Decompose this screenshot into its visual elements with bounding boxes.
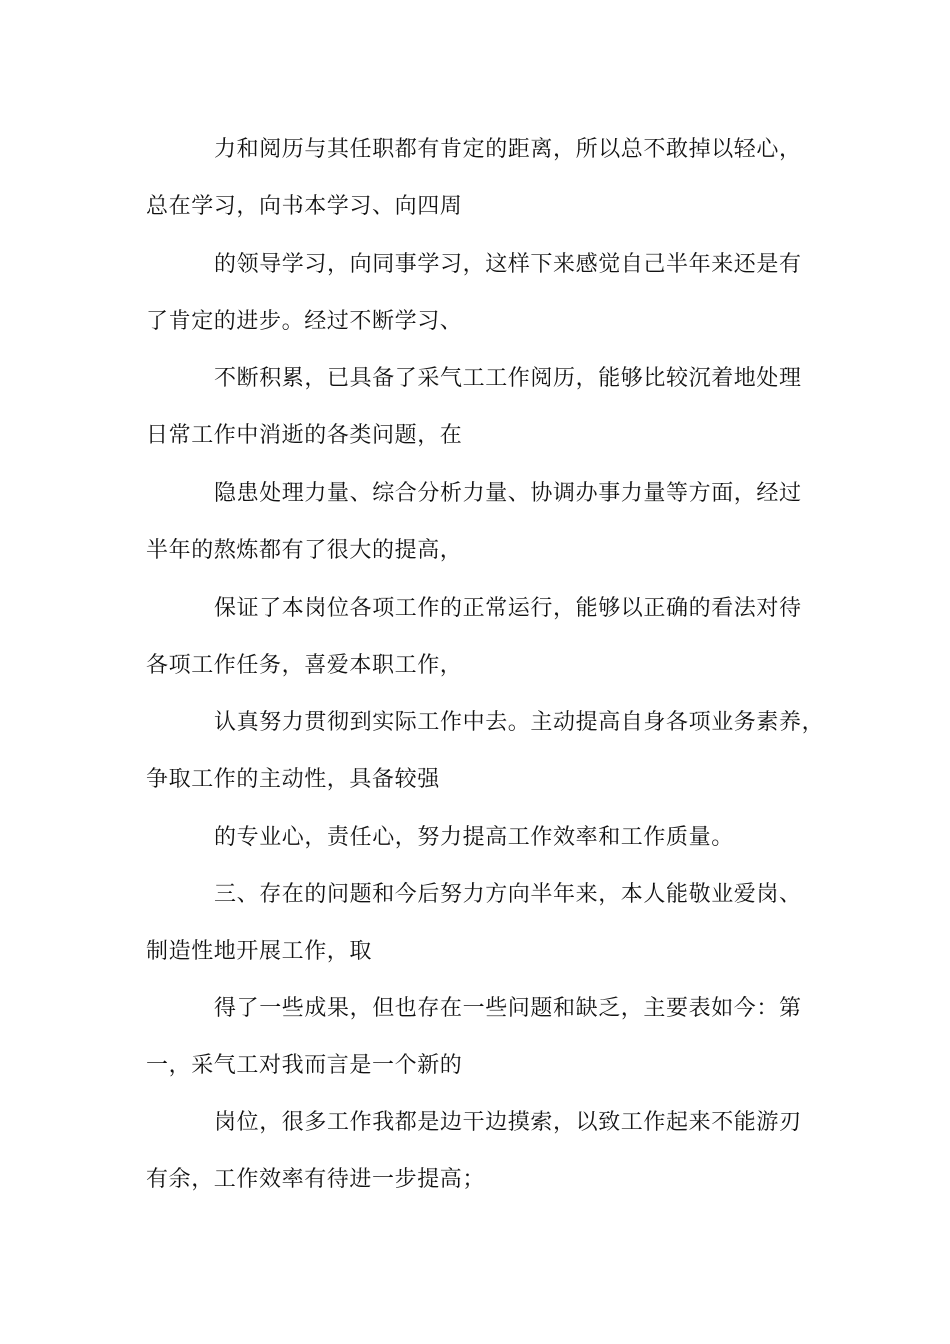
paragraph-10-line-2: 有余，工作效率有待进一步提高； (146, 1167, 486, 1192)
paragraph-1-line-1: 力和阅历与其任职都有肯定的距离，所以总不敢掉以轻心， (214, 137, 802, 162)
paragraph-8 (146, 880, 846, 967)
paragraph-6 (146, 708, 846, 795)
paragraph-4 (146, 479, 846, 566)
paragraph-9 (146, 994, 846, 1081)
paragraph-5 (146, 594, 846, 681)
paragraph-8-line-2: 制造性地开展工作，取 (146, 939, 373, 964)
paragraph-10-line-1: 岗位，很多工作我都是边干边摸索，以致工作起来不能游刃 (214, 1110, 802, 1135)
paragraph-4-line-1: 隐患处理力量、综合分析力量、协调办事力量等方面，经过 (214, 481, 802, 506)
paragraph-9-line-2: 一，采气工对我而言是一个新的 (146, 1053, 463, 1078)
paragraph-8-line-1: 三、存在的问题和今后努力方向半年来，本人能敬业爱岗、 (214, 882, 802, 907)
paragraph-9-line-1: 得了一些成果，但也存在一些问题和缺乏，主要表如今：第 (214, 996, 802, 1021)
paragraph-7 (146, 823, 846, 853)
paragraph-3-line-1: 不断积累，已具备了采气工工作阅历，能够比较沉着地处理 (214, 366, 802, 391)
paragraph-5-line-2: 各项工作任务，喜爱本职工作， (146, 653, 463, 678)
paragraph-2-line-2: 了肯定的进步。经过不断学习、 (146, 309, 463, 334)
paragraph-3-line-2: 日常工作中消逝的各类问题，在 (146, 423, 463, 448)
paragraph-10 (146, 1108, 846, 1195)
paragraph-6-line-2: 争取工作的主动性，具备较强 (146, 767, 440, 792)
paragraph-6-line-1: 认真努力贯彻到实际工作中去。主动提高自身各项业务素养， (214, 710, 825, 735)
paragraph-1-line-2: 总在学习，向书本学习、向四周 (146, 194, 463, 219)
paragraph-2 (146, 250, 846, 337)
paragraph-5-line-1: 保证了本岗位各项工作的正常运行，能够以正确的看法对待 (214, 596, 802, 621)
paragraph-1 (146, 135, 846, 222)
paragraph-4-line-2: 半年的熬炼都有了很大的提高， (146, 538, 463, 563)
paragraph-7-line-1: 的专业心，责任心，努力提高工作效率和工作质量。 (214, 825, 734, 850)
paragraph-2-line-1: 的领导学习，向同事学习，这样下来感觉自己半年来还是有 (214, 252, 802, 277)
paragraph-3 (146, 364, 846, 451)
